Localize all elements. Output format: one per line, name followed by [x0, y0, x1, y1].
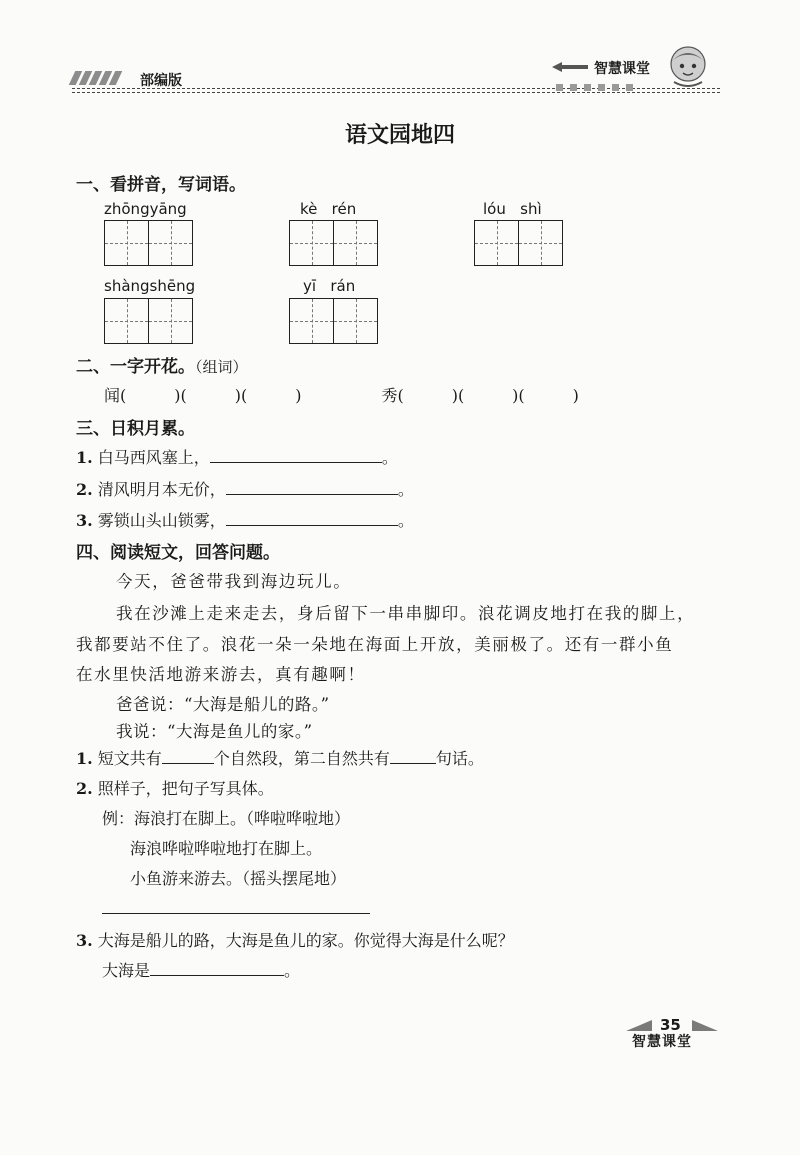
period: 。 — [284, 961, 301, 980]
question-text: 个自然段，第二自然共有 — [213, 749, 390, 768]
poem-text: 白马西风塞上， — [97, 448, 210, 467]
question-1 — [76, 746, 484, 769]
period: 。 — [397, 480, 414, 499]
section2-note: （组词） — [195, 358, 248, 376]
task-line: 小鱼游来游去。（摇头摆尾地） — [130, 869, 347, 888]
item-number: 1. — [76, 448, 93, 467]
item-number: 2. — [76, 480, 93, 499]
question-text: 句话。 — [435, 749, 484, 768]
question-text: 短文共有 — [97, 749, 162, 768]
answer-prefix: 大海是 — [102, 961, 151, 980]
pinyin-label: kè rén — [300, 200, 357, 218]
header-brand: 智慧课堂 — [594, 61, 650, 77]
pinyin-label: yī rán — [303, 277, 356, 295]
header-stripes-decoration — [72, 70, 128, 84]
answer-blank[interactable] — [390, 749, 436, 764]
poem-text: 雾锁山头山锁雾， — [97, 511, 226, 530]
period: 。 — [397, 511, 414, 530]
header-edition: 部编版 — [140, 73, 182, 89]
question-3 — [76, 928, 514, 951]
question-text: 照样子，把句子写具体。 — [97, 779, 274, 798]
passage-line: 我都要站不住了。浪花一朵一朵地在海面上开放，美丽极了。还有一群小鱼 — [76, 635, 674, 654]
pinyin-label: lóu shì — [483, 200, 542, 218]
section2-heading — [76, 352, 248, 377]
answer-blank[interactable] — [162, 749, 214, 764]
pinyin-label: shàngshēng — [104, 277, 196, 295]
page-number: 35 — [660, 1016, 681, 1034]
poem-line-2 — [76, 477, 414, 500]
example-line: 例：海浪打在脚上。（哗啦哗啦地） — [102, 809, 351, 828]
passage-line: 我说：“大海是鱼儿的家。” — [116, 722, 313, 741]
poem-text: 清风明月本无价， — [97, 480, 226, 499]
writing-grid[interactable] — [474, 220, 563, 266]
pinyin-label: zhōngyāng — [104, 200, 187, 218]
answer-line[interactable] — [102, 913, 370, 914]
item-number: 1. — [76, 749, 93, 768]
example-answer: 海浪哗啦哗啦地打在脚上。 — [130, 839, 323, 858]
section2-title: 二、一字开花。 — [76, 357, 195, 377]
section3-heading: 三、日积月累。 — [76, 419, 195, 439]
poem-line-3 — [76, 508, 414, 531]
page-title: 语文园地四 — [344, 122, 455, 148]
question-text: 大海是船儿的路，大海是鱼儿的家。你觉得大海是什么呢？ — [97, 931, 514, 950]
writing-grid[interactable] — [289, 298, 378, 344]
passage-line: 在水里快活地游来游去，真有趣啊！ — [76, 665, 366, 684]
passage-line: 我在沙滩上走来走去，身后留下一串串脚印。浪花调皮地打在我的脚上， — [116, 604, 696, 623]
passage-line: 今天，爸爸带我到海边玩儿。 — [116, 572, 352, 591]
footer-brand: 智慧课堂 — [632, 1034, 692, 1050]
word-bloom-line[interactable]: 闻( )( )( ) 秀( )( )( ) — [104, 386, 579, 405]
answer-blank[interactable] — [210, 448, 382, 463]
item-number: 3. — [76, 931, 93, 950]
question-3-answer — [102, 958, 300, 981]
answer-blank[interactable] — [226, 480, 398, 495]
item-number: 2. — [76, 779, 93, 798]
answer-blank[interactable] — [150, 961, 284, 976]
header-squares-decoration — [556, 76, 640, 95]
answer-blank[interactable] — [226, 511, 398, 526]
writing-grid[interactable] — [104, 298, 193, 344]
girl-mascot-icon — [664, 42, 712, 90]
passage-line: 爸爸说：“大海是船儿的路。” — [116, 695, 330, 714]
writing-grid[interactable] — [104, 220, 193, 266]
writing-grid[interactable] — [289, 220, 378, 266]
item-number: 3. — [76, 511, 93, 530]
section1-heading: 一、看拼音，写词语。 — [76, 175, 246, 195]
period: 。 — [381, 448, 398, 467]
question-2 — [76, 776, 274, 799]
section4-heading: 四、阅读短文，回答问题。 — [76, 543, 280, 563]
poem-line-1 — [76, 445, 398, 468]
arrow-icon — [552, 62, 588, 72]
